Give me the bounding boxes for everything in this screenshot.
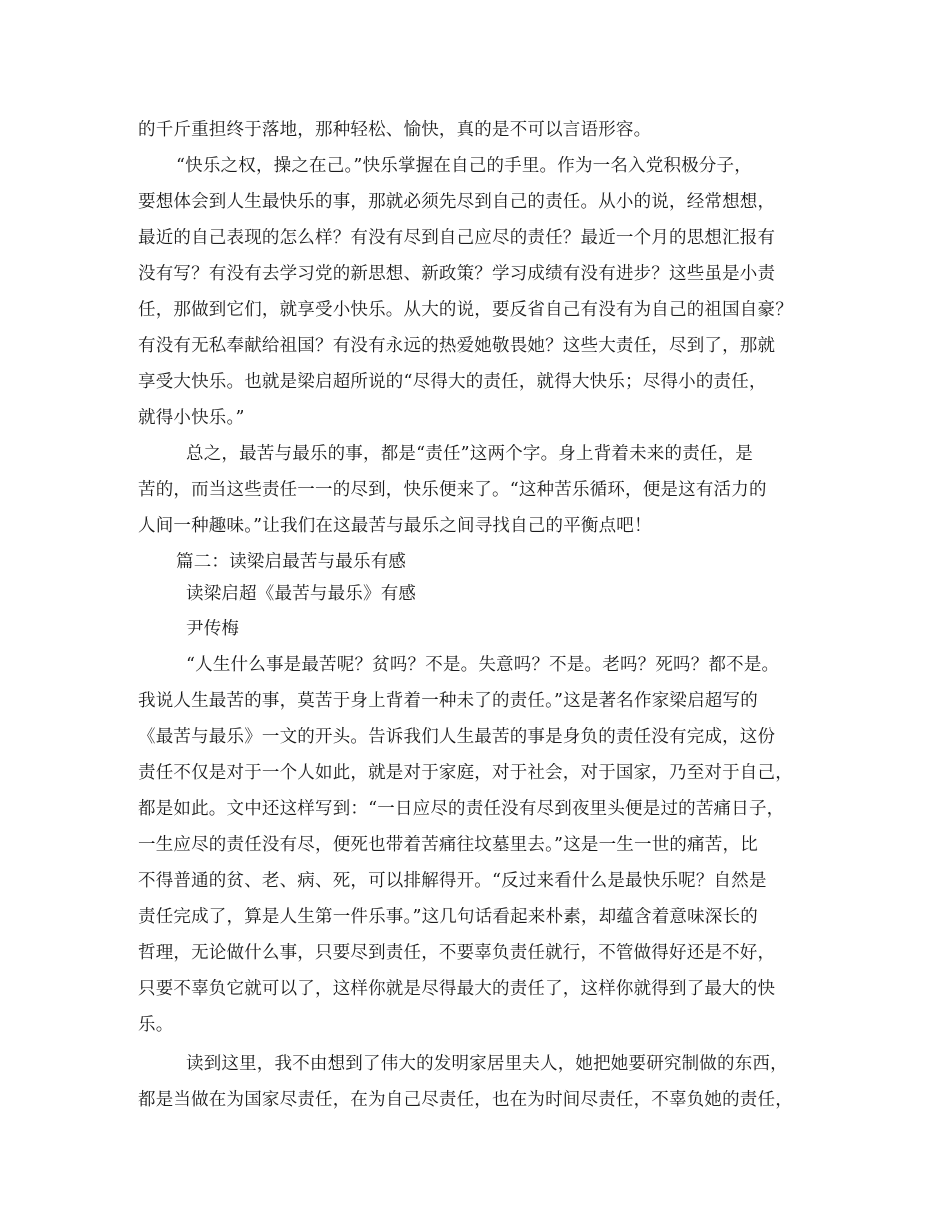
text-line: 人间一种趣味。”让我们在这最苦与最乐之间寻找自己的平衡点吧！: [138, 516, 652, 536]
section-heading: 篇二：读梁启最苦与最乐有感: [176, 552, 407, 572]
text-line: 我说人生最苦的事，莫苦于身上背着一种未了的责任。”这是著名作家梁启超写的: [138, 691, 758, 711]
text-line: “人生什么事是最苦呢？贫吗？不是。失意吗？不是。老吗？死吗？都不是。: [186, 655, 780, 675]
text-line: 的千斤重担终于落地，那种轻松、愉快，真的是不可以言语形容。: [138, 120, 652, 140]
text-line: 苦的，而当这些责任一一的尽到，快乐便来了。“这种苦乐循环，便是这有活力的: [138, 480, 767, 500]
text-line: 哲理，无论做什么事，只要尽到责任，不要辜负责任就行，不管做得好还是不好，: [138, 943, 776, 963]
text-line: 就得小快乐。”: [138, 408, 245, 428]
text-line: “快乐之权，操之在己。”快乐掌握在自己的手里。作为一名入党积极分子，: [176, 156, 752, 176]
article-title: 读梁启超《最苦与最乐》有感: [186, 584, 417, 604]
text-line: 只要不辜负它就可以了，这样你就是尽得最大的责任了，这样你就得到了最大的快: [138, 979, 776, 999]
text-line: 责任不仅是对于一个人如此，就是对于家庭，对于社会，对于国家，乃至对于自己，: [138, 763, 793, 783]
author-name: 尹传梅: [186, 619, 240, 639]
text-line: 最近的自己表现的怎么样？有没有尽到自己应尽的责任？最近一个月的思想汇报有: [138, 228, 776, 248]
text-line: 没有写？有没有去学习党的新思想、新政策？学习成绩有没有进步？这些虽是小责: [138, 264, 776, 284]
text-line: 《最苦与最乐》一文的开头。告诉我们人生最苦的事是身负的责任没有完成，这份: [138, 727, 776, 747]
text-line: 不得普通的贫、老、病、死，可以排解得开。“反过来看什么是最快乐呢？自然是: [138, 871, 767, 891]
text-line: 有没有无私奉献给祖国？有没有永远的热爱她敬畏她？这些大责任，尽到了，那就: [138, 336, 776, 356]
text-line: 读到这里，我不由想到了伟大的发明家居里夫人，她把她要研究制做的东西，: [186, 1054, 788, 1074]
text-line: 要想体会到人生最快乐的事，那就必须先尽到自己的责任。从小的说，经常想想，: [138, 192, 776, 212]
text-line: 任，那做到它们，就享受小快乐。从大的说，要反省自己有没有为自己的祖国自豪？: [138, 300, 793, 320]
text-line: 一生应尽的责任没有尽，便死也带着苦痛往坟墓里去。”这是一生一世的痛苦，比: [138, 835, 758, 855]
text-line: 乐。: [138, 1015, 174, 1035]
text-line: 享受大快乐。也就是梁启超所说的“尽得大的责任，就得大快乐；尽得小的责任，: [138, 372, 767, 392]
text-line: 都是如此。文中还这样写到：“一日应尽的责任没有尽到夜里头便是过的苦痛日子，: [138, 799, 785, 819]
text-line: 都是当做在为国家尽责任，在为自己尽责任，也在为时间尽责任，不辜负她的责任，: [138, 1090, 793, 1110]
text-line: 责任完成了，算是人生第一件乐事。”这几句话看起来朴素，却蕴含着意味深长的: [138, 907, 758, 927]
text-line: 总之，最苦与最乐的事，都是“责任”这两个字。身上背着未来的责任，是: [186, 444, 753, 464]
